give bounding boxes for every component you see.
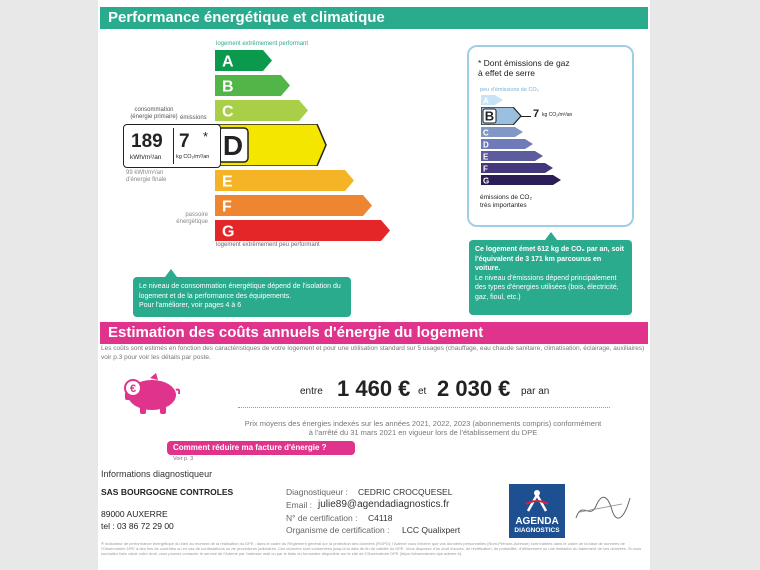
dpe-bottom-label: logement extrêmement peu performant [216, 242, 320, 248]
reduce-bill-label: Comment réduire ma facture d'énergie ? [173, 443, 327, 452]
ghg-info-pointer [545, 232, 557, 240]
section-costs-header [100, 322, 648, 344]
ghg-title: * Dont émissions de gaz à effet de serre [478, 58, 570, 78]
section-energy-header [100, 7, 648, 29]
agenda-logo [509, 484, 565, 538]
cost-low: 1 460 € [337, 376, 411, 401]
ghg-bar-label-a: A [483, 96, 489, 105]
cert-label: N° de certification : [286, 513, 358, 523]
footer-legal: ® Indicateur de performance énergétique du bien au moment de la réalisation du DPE ; dans le cadre du Règlement général sur la protection des données (RGPD), l'Ademe vous informe que vos données personnelles (Nom-Prénom-Adresse) sont traitées dans le cadre de la base de données de l'Observatoire DPE à des fins de contrôles ou en cas de contestations ou de procédures judiciaires. Ces données sont conservées jusqu'à la date de fin de validité du DPE. Vous disposez d'un droit d'accès, de rectification, de portabilité, d'effacement ou une limitation du traitement de ces données. Si vous souhaitez faire valoir votre droit, vous pouvez contacter le service de l'Ademe par l'adresse mail ou par le biais du formulaire disponible sur le site de l'Observatoire DPE (https://observatoire-dpe.ademe.fr). [101, 541, 642, 556]
energy-info-text: Le niveau de consommation énergétique dépend de l'isolation du logement et de la performance des équipements. Pour l'améliorer, voir pages 4 à 6 [139, 283, 341, 309]
dpe-bar-label-a: A [222, 53, 234, 71]
ghg-bar-a [481, 95, 505, 105]
dpe-bar-b [215, 75, 291, 96]
cost-and: et [418, 386, 427, 397]
emissions-value: 7 [179, 131, 190, 152]
ghg-bar-label-g: G [483, 176, 490, 185]
ghg-value: 7 [533, 108, 540, 120]
diag-company: SAS BOURGOGNE CONTROLES [101, 487, 234, 497]
ghg-bar-label-c: C [483, 128, 489, 137]
ghg-pointer-line [521, 116, 531, 117]
diag-phone: tel : 03 86 72 29 00 [101, 521, 174, 531]
diagnostiqueur-value: CEDRIC CROCQUESEL [358, 487, 453, 497]
energy-info-pointer [165, 269, 177, 277]
dpe-bar-label-g: G [222, 223, 235, 241]
email-value[interactable]: julie89@agendadiagnostics.fr [318, 499, 450, 510]
ghg-info-bold: Ce logement émet 612 kg de CO₂ par an, soit l'équivalent de 3 171 km parcourus en voiture. [475, 246, 624, 272]
ghg-bar-b [481, 107, 523, 125]
energy-info-box [133, 277, 351, 317]
dpe-bar-label-f: F [222, 198, 232, 216]
dpe-top-label: logement extrêmement performant [216, 41, 309, 47]
cost-between: entre [300, 386, 323, 397]
logo-line2: DIAGNOSTICS [514, 527, 560, 534]
dpe-bar-label-b: B [222, 78, 234, 96]
consumption-unit: kWh/m²/an [130, 154, 162, 161]
signature-image [572, 490, 634, 526]
dpe-bar-e [215, 170, 355, 191]
consumption-label: consommation (énergie primaire) [130, 107, 178, 120]
diag-heading: Informations diagnostiqueur [101, 469, 213, 479]
dpe-bar-label-c: C [222, 103, 234, 121]
reduce-bill-button[interactable] [167, 441, 355, 455]
dpe-bar-label-e: E [222, 173, 233, 191]
reduce-bill-sub: Voir p. 3 [173, 456, 194, 462]
email-label: Email : [286, 500, 312, 510]
consumption-value: 189 [131, 131, 163, 152]
diagnostiqueur-label: Diagnostiqueur : [286, 487, 348, 497]
section-energy-title: Performance énergétique et climatique [108, 9, 385, 26]
dpe-bar-c [215, 100, 309, 121]
dpe-bar-f [215, 195, 373, 216]
ghg-bottom-label: émissions de CO₂ très importantes [480, 194, 533, 209]
ghg-info-box [469, 240, 632, 315]
cost-divider [238, 407, 610, 408]
dpe-value-box [123, 124, 221, 168]
svg-text:€: € [129, 383, 137, 395]
emissions-label: émissions [180, 115, 207, 121]
cost-per-year: par an [521, 386, 550, 397]
ghg-bar-label-e: E [483, 152, 489, 161]
ghg-bar-e [481, 151, 545, 161]
diag-city: 89000 AUXERRE [101, 509, 168, 519]
ghg-bar-c [481, 127, 525, 137]
ghg-top-label: peu d'émissions de CO₂ [480, 87, 539, 93]
prices-note: Prix moyens des énergies indexés sur les années 2021, 2022, 2023 (abonnements compris) conformément à l'arrêté du 31 mars 2021 en vigueur lors de l'établissement du DPE [244, 419, 602, 437]
org-label: Organisme de certification : [286, 525, 390, 535]
ghg-info-text: Le niveau d'émissions dépend principalement des types d'énergies utilisées (bois, électricité, gaz, fioul, etc.) [475, 274, 619, 301]
ghg-bar-label-b: B [484, 108, 495, 124]
ghg-bar-d [481, 139, 535, 149]
emissions-star: * [203, 129, 209, 144]
final-energy-label: 99 kWh/m²/an d'énergie finale [126, 170, 167, 183]
ghg-bar-g [481, 175, 563, 185]
ghg-bar-label-f: F [483, 164, 488, 173]
compass-icon [523, 488, 551, 512]
logo-line1: AGENDA [515, 516, 559, 527]
org-value: LCC Qualixpert [402, 525, 461, 535]
dpe-bar-d [215, 124, 327, 166]
ghg-bar-f [481, 163, 555, 173]
costs-description: Les coûts sont estimés en fonction des caractéristiques de votre logement et pour une utilisation standard sur 5 usages (chauffage, eau chaude sanitaire, climatisation, éclairage, auxiliaires) voir p.3 pour voir les détails par poste. [101, 345, 645, 361]
dpe-bar-g [215, 220, 391, 241]
dpe-bar-a [215, 50, 273, 71]
passoire-label: passoire énergétique [176, 212, 208, 225]
emissions-unit: kg CO₂/m²/an [176, 154, 210, 160]
ghg-bar-label-d: D [483, 140, 489, 149]
dpe-bar-label-d: D [222, 130, 244, 161]
piggy-bank-icon [118, 372, 180, 421]
cert-value: C4118 [368, 513, 393, 523]
value-divider [173, 128, 174, 164]
section-costs-title: Estimation des coûts annuels d'énergie du logement [108, 324, 484, 341]
cost-high: 2 030 € [437, 376, 511, 401]
ghg-unit: kg CO₂/m²/an [542, 112, 573, 118]
